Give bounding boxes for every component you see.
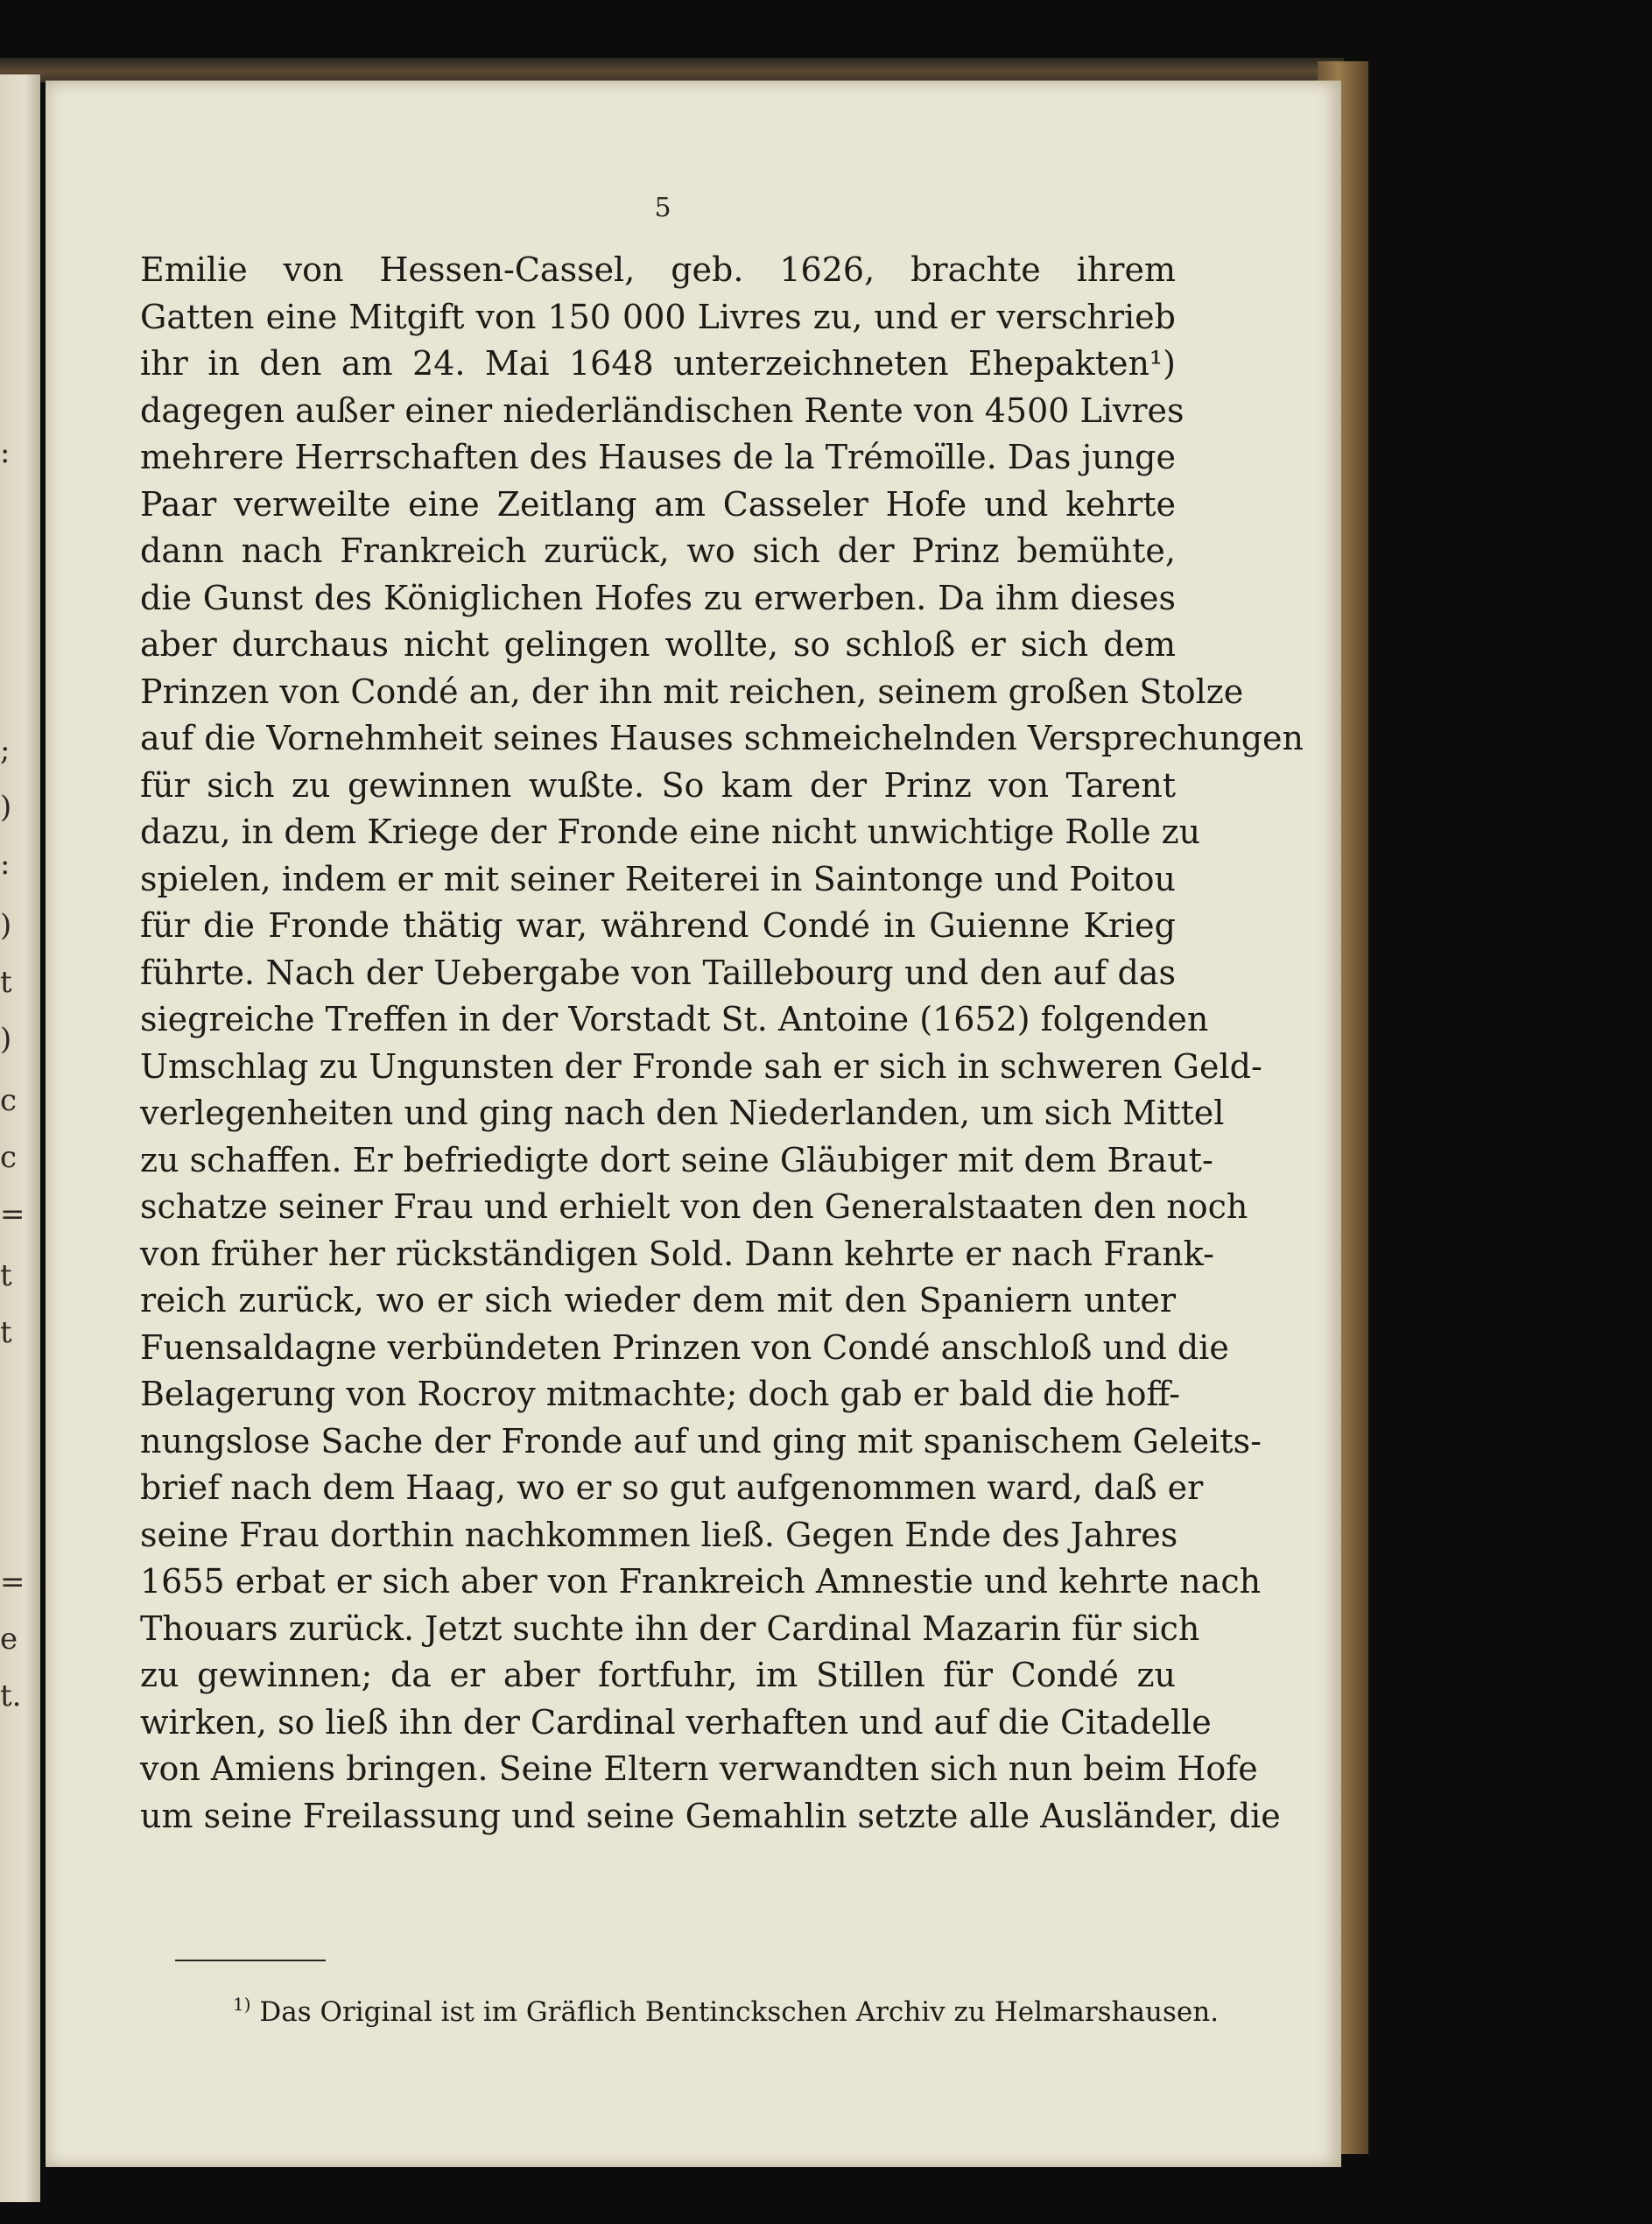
text-line: spielen, indem er mit seiner Reiterei in Saintonge und Poitou [140,859,1176,898]
text-line: Prinzen von Condé an, der ihn mit reichen, seinem großen Stolze [140,672,1244,711]
edge-glyph: = [0,1565,25,1600]
page-number: 5 [654,193,671,223]
text-line: dazu, in dem Kriege der Fronde eine nicht unwichtige Rolle zu [140,813,1201,851]
text-line: Umschlag zu Ungunsten der Fronde sah er sich in schweren Geld- [140,1046,1262,1086]
text-line: zu schaffen. Er befriedigte dort seine Gläubiger mit dem Braut- [140,1140,1213,1179]
text-line: Fuensaldagne verbündeten Prinzen von Condé anschloß und die [140,1327,1229,1367]
body-text [140,247,1304,1840]
text-line: aber durchaus nicht gelingen wollte, so schloß er sich dem [140,625,1176,664]
facing-page-glyphs [0,435,26,2014]
text-line: von früher her rückständigen Sold. Dann kehrte er nach Frank- [140,1234,1214,1273]
text-line: für die Fronde thätig war, während Condé in Guienne Krieg [140,906,1176,945]
edge-glyph: t [0,1315,12,1350]
text-line: Paar verweilte eine Zeitlang am Casseler Hofe und kehrte [140,484,1176,524]
edge-glyph: ) [0,790,12,825]
text-line: die Gunst des Königlichen Hofes zu erwerben. Da ihm dieses [140,578,1176,617]
edge-glyph: t [0,1258,12,1293]
edge-glyph: t. [0,1679,22,1714]
text-line: für sich zu gewinnen wußte. So kam der Prinz von Tarent [140,765,1176,805]
text-line: schatze seiner Frau und erhielt von den Generalstaaten den noch [140,1187,1248,1226]
edge-glyph: ; [0,733,11,768]
edge-glyph: e [0,1622,18,1657]
text-line: dagegen außer einer niederländischen Rente von 4500 Livres [140,391,1185,430]
edge-glyph: t [0,965,12,1000]
text-line: ihr in den am 24. Mai 1648 unterzeichneten Ehepakten¹) [140,344,1176,383]
text-line: 1655 erbat er sich aber von Frankreich Amnestie und kehrte nach [140,1562,1262,1601]
text-line: zu gewinnen; da er aber fortfuhr, im Stillen für Condé zu [140,1656,1176,1694]
text-line: von Amiens bringen. Seine Eltern verwandten sich nun beim Hofe [140,1749,1258,1788]
footnote [233,1994,1220,2028]
text-line: wirken, so ließ ihn der Cardinal verhaften und auf die Citadelle [140,1702,1212,1742]
edge-glyph: : [0,435,11,470]
edge-glyph: ) [0,908,12,943]
text-line: seine Frau dorthin nachkommen ließ. Gegen Ende des Jahres [140,1515,1178,1554]
text-line: reich zurück, wo er sich wieder dem mit den Spaniern unter [140,1281,1176,1320]
text-line: führte. Nach der Uebergabe von Taillebourg und den auf das [140,953,1176,992]
text-line: Belagerung von Rocroy mitmachte; doch gab er bald die hoff- [140,1375,1180,1413]
edge-glyph: c [0,1083,18,1118]
text-line: dann nach Frankreich zurück, wo sich der Prinz bemühte, [140,531,1176,570]
edge-glyph: c [0,1140,18,1175]
text-line: Gatten eine Mitgift von 150 000 Livres zu, und er verschrieb [140,297,1176,336]
text-line: brief nach dem Haag, wo er so gut aufgenommen ward, daß er [140,1468,1204,1507]
edge-glyph: = [0,1197,25,1232]
text-line: verlegenheiten und ging nach den Niederlanden, um sich Mittel [140,1094,1225,1132]
text-line: Emilie von Hessen-Cassel, geb. 1626, brachte ihrem [140,250,1176,289]
footnote-marker: 1) [233,1994,251,2015]
text-line: um seine Freilassung und seine Gemahlin setzte alle Ausländer, die [140,1796,1281,1835]
book-binding-top [0,58,1344,82]
text-line: nungslose Sache der Fronde auf und ging mit spanischem Geleits- [140,1421,1262,1460]
text-line: mehrere Herrschaften des Hauses de la Trémoïlle. Das junge [140,438,1176,476]
edge-glyph: ) [0,1022,12,1057]
book-page [46,81,1341,2167]
text-line: Thouars zurück. Jetzt suchte ihn der Cardinal Mazarin für sich [140,1608,1200,1648]
footnote-separator [175,1960,326,1961]
footnote-text: Das Original ist im Gräflich Bentinckschen Archiv zu Helmarshausen. [259,1996,1220,2028]
edge-glyph: : [0,847,11,882]
text-line: auf die Vornehmheit seines Hauses schmeichelnden Versprechungen [140,719,1304,757]
text-line: siegreiche Treffen in der Vorstadt St. Antoine (1652) folgenden [140,1000,1209,1038]
